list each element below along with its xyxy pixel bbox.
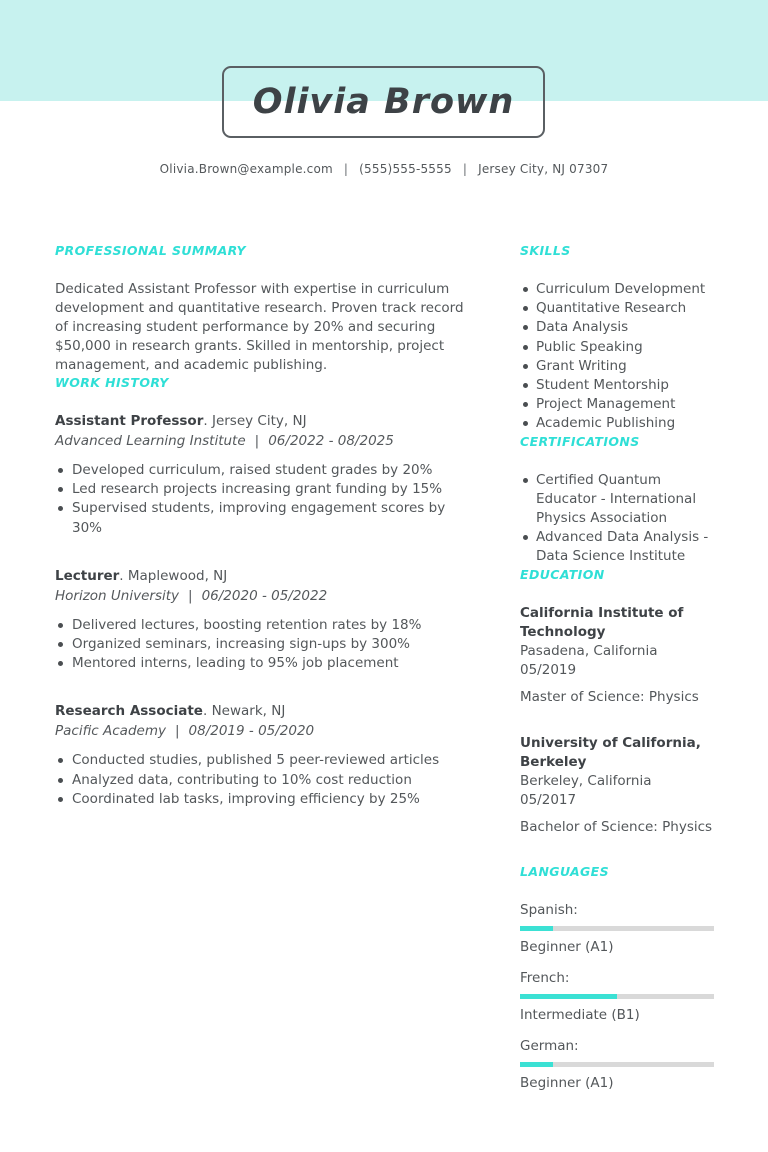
job-dates: 06/2020 - 05/2022	[201, 587, 328, 604]
job-entry	[55, 702, 477, 809]
page-title: Olivia Brown	[252, 82, 515, 122]
skill-item: Grant Writing	[520, 357, 714, 376]
job-location: Jersey City, NJ	[211, 413, 307, 429]
skill-item: Curriculum Development	[520, 280, 714, 299]
language-level: Beginner (A1)	[520, 938, 614, 955]
job-title-line	[55, 567, 477, 586]
job-company: Horizon University	[55, 587, 180, 604]
skill-item: Project Management	[520, 395, 714, 414]
school-degree: Master of Science: Physics	[520, 688, 699, 705]
job-separator: |	[188, 587, 193, 604]
job-title-separator: .	[203, 413, 208, 429]
job-title: Assistant Professor	[55, 413, 204, 429]
job-subtitle-line	[55, 721, 477, 741]
job-bullet-list	[55, 616, 477, 674]
language-entry	[520, 1037, 714, 1092]
school-date: 05/2017	[520, 791, 577, 808]
job-bullet: Coordinated lab tasks, improving efficiency by 25%	[55, 790, 477, 809]
section-title-education: EDUCATION	[520, 566, 605, 582]
job-subtitle-line	[55, 431, 477, 451]
language-progress-track	[520, 994, 714, 999]
school-name: University of California, Berkeley	[520, 734, 701, 770]
skill-item: Academic Publishing	[520, 414, 714, 433]
school-location: Berkeley, California	[520, 772, 652, 789]
contact-email: Olivia.Brown@example.com	[159, 162, 333, 176]
job-bullet: Organized seminars, increasing sign-ups by 300%	[55, 635, 477, 654]
job-location: Maplewood, NJ	[127, 567, 228, 584]
contact-location: Jersey City, NJ 07307	[478, 162, 609, 176]
contact-line	[0, 162, 768, 176]
education-entry	[520, 734, 714, 837]
language-name: German:	[520, 1037, 579, 1054]
job-title-separator: .	[202, 703, 208, 720]
contact-separator: |	[462, 162, 468, 176]
job-bullet: Analyzed data, contributing to 10% cost reduction	[55, 771, 477, 790]
job-bullet: Led research projects increasing grant funding by 15%	[55, 480, 477, 499]
job-location: Newark, NJ	[211, 703, 286, 720]
language-entry	[520, 901, 714, 956]
job-bullet-list	[55, 751, 477, 809]
job-title-line	[55, 702, 477, 721]
language-progress-fill	[520, 926, 553, 931]
job-title-separator: .	[119, 567, 124, 584]
language-progress-track	[520, 926, 714, 931]
job-bullet: Developed curriculum, raised student grades by 20%	[55, 461, 477, 480]
language-progress-fill	[520, 1062, 553, 1067]
language-progress-fill	[520, 994, 617, 999]
job-bullet: Conducted studies, published 5 peer-reviewed articles	[55, 751, 477, 770]
job-entry	[55, 412, 477, 538]
language-name: French:	[520, 969, 570, 986]
job-bullet: Supervised students, improving engagement scores by 30%	[55, 499, 477, 537]
skill-item: Data Analysis	[520, 318, 714, 337]
job-separator: |	[174, 723, 180, 740]
school-date: 05/2019	[520, 661, 577, 678]
language-entry	[520, 969, 714, 1024]
job-title-line	[55, 412, 477, 431]
school-location: Pasadena, California	[520, 642, 658, 659]
job-title: Research Associate	[55, 703, 203, 720]
skill-item: Public Speaking	[520, 338, 714, 357]
certification-item: Advanced Data Analysis - Data Science Institute	[520, 528, 714, 566]
section-title-certifications: CERTIFICATIONS	[520, 433, 640, 449]
section-title-professional-summary: PROFESSIONAL SUMMARY	[55, 243, 247, 258]
job-bullet-list	[55, 461, 477, 538]
skill-item: Quantitative Research	[520, 299, 714, 318]
certification-item: Certified Quantum Educator - International Physics Association	[520, 471, 714, 529]
section-title-skills: SKILLS	[520, 243, 571, 258]
job-company: Advanced Learning Institute	[55, 433, 246, 449]
education-entry	[520, 604, 714, 707]
section-title-languages: LANGUAGES	[520, 863, 610, 879]
job-company: Pacific Academy	[55, 723, 166, 740]
language-progress-track	[520, 1062, 714, 1067]
job-title: Lecturer	[55, 567, 120, 584]
name-box	[222, 66, 545, 138]
contact-separator: |	[343, 162, 349, 176]
certifications-list	[520, 471, 714, 567]
job-dates: 08/2019 - 05/2020	[188, 723, 315, 740]
contact-phone: (555)555-5555	[359, 162, 452, 176]
section-title-work-history: WORK HISTORY	[55, 375, 169, 390]
job-subtitle-line	[55, 586, 477, 606]
summary-text: Dedicated Assistant Professor with expertise in curriculum development and quantitative research. Proven track record of increasing student performance by 20% and securing $50,000 in research grants. Skilled in mentorship, project management, and academic publishing.	[55, 281, 464, 373]
school-name: California Institute of Technology	[520, 604, 684, 640]
job-dates: 06/2022 - 08/2025	[268, 433, 394, 449]
language-level: Beginner (A1)	[520, 1074, 614, 1091]
skill-item: Student Mentorship	[520, 376, 714, 395]
job-entry	[55, 567, 477, 674]
right-column	[520, 243, 714, 1105]
left-column	[55, 243, 477, 809]
skills-list	[520, 280, 714, 434]
school-degree: Bachelor of Science: Physics	[520, 818, 713, 835]
language-level: Intermediate (B1)	[520, 1006, 640, 1023]
language-name: Spanish:	[520, 901, 578, 918]
job-separator: |	[254, 433, 260, 449]
job-bullet: Mentored interns, leading to 95% job placement	[55, 654, 477, 673]
job-bullet: Delivered lectures, boosting retention rates by 18%	[55, 616, 477, 635]
